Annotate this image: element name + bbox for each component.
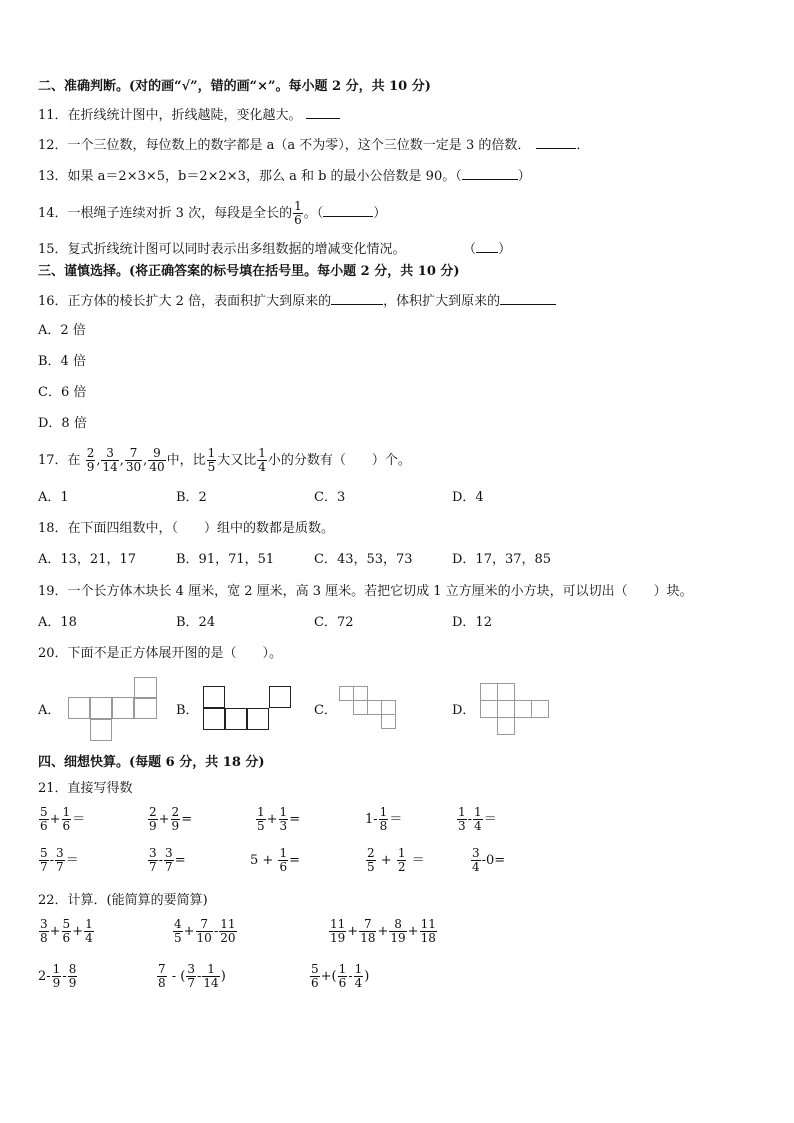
- q21-expr: $\frac{3}{4}$ -0=: [472, 846, 506, 874]
- fraction: $\frac{1}{6}$: [294, 199, 302, 227]
- q19-option-a: A．18: [38, 615, 77, 630]
- q17-option-a: A．1: [38, 490, 69, 505]
- section-3-title: 三、谨慎选择。(将正确答案的标号填在括号里。每小题 2 分，共 10 分): [38, 264, 460, 279]
- question-12: 12．一个三位数，每位数上的数字都是 a（a 不为零），这个三位数一定是 3 的倍数． ．: [38, 138, 590, 153]
- question-22: 22．计算．(能简算的要简算): [38, 893, 208, 908]
- question-11: 11．在折线统计图中，折线越陡，变化越大。: [38, 106, 340, 124]
- question-16: 16．正方体的棱长扩大 2 倍，表面积扩大到原来的 ，体积扩大到原来的: [38, 292, 556, 310]
- q16-option-b: B．4 倍: [38, 354, 86, 369]
- question-19: 19．一个长方体木块长 4 厘米，宽 2 厘米，高 3 厘米。若把它切成 1 立方厘米的小方块，可以切出（ ）块。: [38, 584, 693, 599]
- question-13: 13．如果 a＝2×3×5，b＝2×2×3，那么 a 和 b 的最小公倍数是 90。（ ）: [38, 169, 531, 184]
- q18-option-b: B．91，71，51: [176, 552, 275, 567]
- q22-expr: $\frac{3}{8}$ + $\frac{5}{6}$ + $\frac{1}{4}$: [40, 917, 93, 945]
- q19-option-d: D．12: [452, 615, 492, 630]
- q21-expr: $\frac{2}{9}$ + $\frac{2}{9}$ =: [149, 805, 193, 833]
- q22-expr: $\frac{11}{19}$ + $\frac{7}{18}$ + $\frac{8}{19}$ + $\frac{11}{18}$: [330, 917, 436, 945]
- q22-expr: 2- $\frac{1}{9}$ - $\frac{8}{9}$: [38, 962, 77, 990]
- question-18: 18．在下面四组数中，（ ）组中的数都是质数。: [38, 521, 335, 536]
- q22-expr: $\frac{4}{5}$ + $\frac{7}{10}$ - $\frac{11}{20}$: [174, 917, 236, 945]
- question-17: 17．在 $\frac{2}{9}$ , $\frac{3}{14}$ , $\frac{7}{30}$ , $\frac{9}{40}$ 中，比 $\frac{1}{5}$ 大又比 $\frac{1}{4}$ 小的分数有（ ）个。: [38, 446, 411, 474]
- q17-option-d: D．4: [452, 490, 484, 505]
- q18-option-c: C．43，53，73: [314, 552, 413, 567]
- question-21: 21．直接写得数: [38, 781, 133, 796]
- cube-net-d: [480, 683, 552, 743]
- q21-expr: $\frac{1}{5}$ + $\frac{1}{3}$ =: [257, 805, 301, 833]
- q16-option-d: D．8 倍: [38, 416, 87, 431]
- question-20: 20．下面不是正方体展开图的是（ ）。: [38, 646, 283, 661]
- section-4-title: 四、细想快算。(每题 6 分，共 18 分): [38, 755, 265, 770]
- q21-expr: $\frac{2}{5}$ + $\frac{1}{2}$ ＝: [367, 846, 425, 874]
- cube-net-a: [68, 677, 158, 745]
- q21-expr: $\frac{3}{7}$ - $\frac{3}{7}$ =: [149, 846, 186, 874]
- q20-label-b: B．: [176, 703, 199, 718]
- q22-expr: $\frac{7}{8}$ - ( $\frac{3}{7}$ - $\frac{1}{14}$ ): [158, 962, 226, 990]
- question-15: 15．复式折线统计图可以同时表示出多组数据的增减变化情况。 （ ）: [38, 242, 512, 257]
- q16-option-c: C．6 倍: [38, 385, 87, 400]
- q21-expr: $\frac{5}{6}$ + $\frac{1}{6}$ ＝: [40, 805, 86, 833]
- q21-expr: $\frac{5}{7}$ - $\frac{3}{7}$ ＝: [40, 846, 79, 874]
- q21-expr: $\frac{1}{3}$ - $\frac{1}{4}$ ＝: [458, 805, 497, 833]
- q18-option-a: A．13，21，17: [38, 552, 137, 567]
- question-14: 14．一根绳子连续对折 3 次，每段是全长的 $\frac{1}{6}$ 。（ ）: [38, 199, 387, 227]
- q19-option-c: C．72: [314, 615, 354, 630]
- q22-expr: $\frac{5}{6}$ +( $\frac{1}{6}$ - $\frac{1}{4}$ ): [311, 962, 370, 990]
- q20-label-c: C．: [314, 703, 337, 718]
- section-2-title: 二、准确判断。(对的画“√”，错的画“×”。每小题 2 分，共 10 分): [38, 79, 431, 94]
- cube-net-b: [203, 686, 293, 732]
- q20-label-d: D．: [452, 703, 476, 718]
- q16-option-a: A．2 倍: [38, 323, 86, 338]
- q17-option-c: C．3: [314, 490, 346, 505]
- q21-expr: 5 + $\frac{1}{6}$ =: [250, 846, 300, 874]
- q18-option-d: D．17，37，85: [452, 552, 552, 567]
- cube-net-c: [339, 686, 399, 732]
- q20-label-a: A．: [38, 703, 61, 718]
- q21-expr: 1- $\frac{1}{8}$ ＝: [365, 805, 403, 833]
- q19-option-b: B．24: [176, 615, 216, 630]
- q17-option-b: B．2: [176, 490, 207, 505]
